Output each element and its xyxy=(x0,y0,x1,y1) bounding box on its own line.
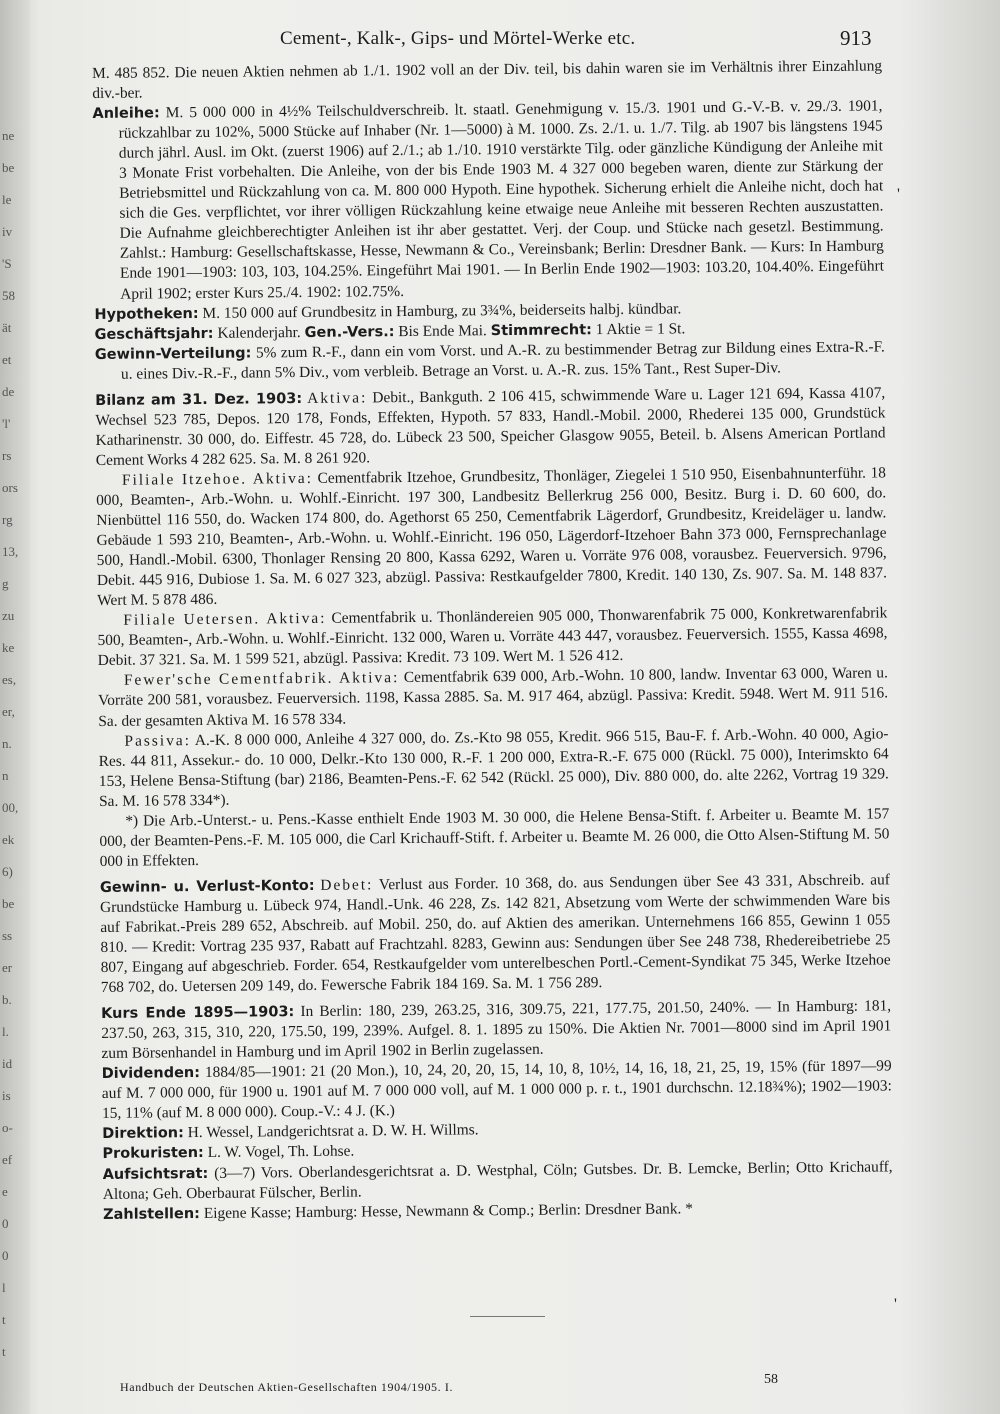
paragraph-text: Cementfabrik 639 000, Arb.-Wohn. 10 800, landw. Inventar 63 000, Waren u. Vorräte 200 581, vorausbez. Feuerversich. 1198, Kassa 2885. Sa. M. 917 464, abzügl. Passiva: Kredit. 5948. Wert M. 911 516. Sa. der gesamten Aktiva M. 16 578 334. xyxy=(98,664,889,730)
gutter-fragment: 'S xyxy=(2,256,12,271)
section-label: Direktion: xyxy=(102,1125,184,1143)
gutter-fragment: n. xyxy=(2,736,12,751)
paragraph-text: 5% zum R.-F., dann ein vom Vorst. und A.-R. zu bestimmender Betrag zur Bildung eines Extra-R.-F. u. eines Div.-R.-F., dann 5% Div., vom verbleib. Betrage an Vorst. u. A.-R. zus. 15% Tant., Rest Super-Div. xyxy=(120,338,885,383)
gutter-fragment: e xyxy=(2,1184,8,1199)
section-label: Prokuristen: xyxy=(102,1145,204,1163)
gutter-fragment: be xyxy=(2,896,15,911)
gutter-fragment: 'l' xyxy=(2,416,11,431)
footer-publication: Handbuch der Deutschen Aktien-Gesellschaften 1904/1905. I. xyxy=(120,1380,454,1394)
gutter-fragment: rg xyxy=(2,512,13,527)
paragraph xyxy=(92,97,884,305)
spaced-heading: Debet: xyxy=(320,876,374,894)
paragraph xyxy=(101,997,892,1065)
paragraph xyxy=(100,870,891,998)
gutter-fragment: er, xyxy=(2,704,15,719)
paragraph xyxy=(102,1057,893,1125)
paragraph-text: In Berlin: 180, 239, 263.25, 316, 309.75, 221, 177.75, 201.50, 240%. — In Hamburg: 181, 237.50, 263, 315, 310, 220, 175.50, 199, 239%. Aufgel. 8. 1. 1895 zu 150%. Die Aktien Nr. 7001—8000 sind im April 1901 zum Börsenhandel in Hamburg und im April 1902 in Berlin zugelassen. xyxy=(101,997,892,1063)
paragraph xyxy=(98,664,889,732)
gutter-fragment: l. xyxy=(2,1024,9,1039)
gutter-fragment: ke xyxy=(2,640,15,655)
spaced-heading: Aktiva: xyxy=(307,389,368,407)
margin-mark: ' xyxy=(894,1296,897,1313)
section-label: Aufsichtsrat: xyxy=(102,1165,209,1183)
gutter-fragment: ät xyxy=(2,320,12,335)
spaced-heading: Fewer'sche Cementfabrik. Aktiva: xyxy=(123,669,400,690)
paragraph-text: H. Wessel, Landgerichtsrat a. D. W. H. Willms. xyxy=(187,1121,479,1142)
gutter-fragment: 6) xyxy=(2,864,13,879)
paragraph-text: M. 150 000 auf Grundbesitz in Hamburg, zu 3¾%, beiderseits halbj. kündbar. xyxy=(202,299,682,322)
section-label: Anleihe: xyxy=(92,105,160,123)
paragraph-text: 1 Aktie = 1 St. xyxy=(595,319,686,338)
paragraph-text: M. 5 000 000 in 4½% Teilschuldverschreib. lt. staatl. Genehmigung v. 15./3. 1901 und G.-V.-B. v. 29./3. 1901, rückzahlbar zu 102%, 5000 Stücke auf Inhaber (Nr. 1—5000) à M. 1000. Zs. 2./1. u. 1./7. Tilg. ab 1907 bis längstens 1945 durch jährl. Ausl. im Okt. (zuerst 1906) auf 2./1.; ab 1./10. 1910 verstärkte Tilg. oder gänzliche Kündigung der Anleihe mit 3 Monate Frist vorbehalten. Die Anleihe, von der bis Ende 1903 M. 4 327 000 begeben waren, diente zur Stärkung der Betriebsmittel und Rückzahlung von ca. M. 800 000 Hypoth. Eine hypothek. Sicherung erhielt die Anleihe nicht, doch hat sich die Ges. verpflichtet, vor ihrer völligen Rückzahlung keine etwaige neue Anleihe mit besseren Rechten auszustatten. Die Aufnahme gleichberechtigter Anleihen ist ihr aber gestattet. Verj. der Coup. und Stücke nach gesetzl. Bestimmung. Zahlst.: Hamburg: Gesellschaftskasse, Hesse, Newmann & Co., Vereinsbank; Berlin: Dresdner Bank. — Kurs: In Hamburg Ende 1901—1903: 103, 103, 104.25%. Eingeführt Mai 1901. — In Berlin Ende 1902—1903: 103.20, 104.40%. Eingeführt April 1902; erster Kurs 25./4. 1902: 102.75%. xyxy=(118,97,885,303)
gutter-fragment: er xyxy=(2,960,13,975)
gutter-fragment: n xyxy=(2,768,9,783)
paragraph xyxy=(97,604,888,672)
gutter-fragment: b. xyxy=(2,992,12,1007)
gutter-fragment: 13, xyxy=(2,544,19,559)
gutter-fragment: 00, xyxy=(2,800,19,815)
gutter-fragment: 58 xyxy=(2,288,15,303)
paragraph-text: (3—7) Vors. Oberlandesgerichtsrat a. D. Westphal, Cöln; Gutsbes. Dr. B. Lemcke, Berlin; Otto Krichauff, Altona; Geh. Oberbaurat Fülscher, Berlin. xyxy=(102,1157,893,1203)
gutter-fragment: es, xyxy=(2,672,17,687)
paragraph-text: *) Die Arb.-Unterst.- u. Pens.-Kasse enthielt Ende 1903 M. 30 000, die Helene Bensa-Stift. f. Arbeiter u. Beamte M. 157 000, der Beamten-Pens.-F. M. 105 000, die Carl Krichauff-Stift. f. Arbeiter u. Beamte M. 26 000, die Otto Alsen-Stiftung M. 50 000 in Effekten. xyxy=(99,805,890,870)
spaced-heading: Filiale Uetersen. Aktiva: xyxy=(123,610,327,629)
section-label: Zahlstellen: xyxy=(102,1205,201,1223)
gutter-fragment: ors xyxy=(2,480,18,495)
gutter-fragment: ss xyxy=(2,928,13,943)
section-label: Stimmrecht: xyxy=(490,321,592,339)
gutter-fragment: zu xyxy=(2,608,15,623)
gutter-fragment: o- xyxy=(2,1120,13,1135)
gutter-fragment: t xyxy=(2,1344,6,1359)
gutter-fragment: ek xyxy=(2,832,15,847)
paragraph-text: Kalenderjahr. xyxy=(217,323,301,342)
gutter-fragment: rs xyxy=(2,448,12,463)
paragraph xyxy=(98,724,889,812)
paragraph-text: Debit., Bankguth. 2 106 415, schwimmende Ware u. Lager 121 694, Kassa 4107, Wechsel 523 785, Depos. 120 178, Fonds, Effekten, Hypoth. 57 833, Handl.-Mobil. 2000, Rhederei 135 000, Grundstück Katharinenstr. 30 000, do. Eiffestr. 45 728, do. Lübeck 23 500, Speicher Glasgow 9055, Beteil. b. Alsens American Portland Cement Works 4 282 625. Sa. M. 8 261 920. xyxy=(95,384,886,469)
gutter-fragment: t xyxy=(2,1312,6,1327)
paragraph xyxy=(99,804,890,872)
section-label: Dividenden: xyxy=(101,1065,201,1083)
paragraph-text: M. 485 852. Die neuen Aktien nehmen ab 1./1. 1902 voll an der Div. teil, bis dahin waren sie im Verhältnis ihrer Einzahlung div.-ber. xyxy=(92,57,883,103)
gutter-fragment: ne xyxy=(2,128,15,143)
section-label: Gewinn- u. Verlust-Konto: xyxy=(99,877,315,896)
section-label: Kurs Ende 1895—1903: xyxy=(101,1004,295,1023)
spaced-heading: Passiva: xyxy=(124,731,192,750)
paragraph-text: Eigene Kasse; Hamburg: Hesse, Newmann & Comp.; Berlin: Dresdner Bank. * xyxy=(203,1199,693,1222)
gutter-fragment: iv xyxy=(2,224,13,239)
paragraph-text: Verlust aus Forder. 10 368, do. aus Sendungen über See 43 331, Abschreib. auf Grundstücke Hamburg u. Lübeck 974, Handl.-Unk. 46 228, Zs. 142 821, Absetzung vom Werte der schwimmenden Ware bis auf Fabrikat.-Preis 289 652, Abschreib. auf Mobil. 250, do. auf Aktien des amerikan. Unternehmens 166 855, Gewinn 1 055 810. — Kredit: Vortrag 235 937, Rabatt auf Frachtzahl. 8283, Gewinn aus: Sendungen über See 248 738, Rhedereibetriebe 25 807, Eingang auf abgeschrieb. Forder. 654, Restkaufgelder vom unterelbeschen Portl.-Cement-Syndikat 75 345, Werke Itzehoe 768 702, do. Uetersen 209 149, do. Fewersche Fabrik 184 169. Sa. M. 1 756 289. xyxy=(100,871,891,997)
margin-mark: ' xyxy=(897,186,900,203)
section-label: Gewinn-Verteilung: xyxy=(94,345,252,363)
section-label: Bilanz am 31. Dez. 1903: xyxy=(95,390,303,409)
section-label: Gen.-Vers.: xyxy=(304,323,395,341)
section-label: Hypotheken: xyxy=(94,305,199,323)
gutter-fragment: le xyxy=(2,192,12,207)
paragraph-text: A.-K. 8 000 000, Anleihe 4 327 000, do. Zs.-Kto 98 055, Kredit. 966 515, Bau-F. f. Arb.-Wohn. 40 000, Agio-Res. 44 811, Assekur.- do. 10 000, Delkr.-Kto 130 000, R.-F. 1 200 000, Extra-R.-F. 675 000 (Rückl. 75 000), Interimskto 64 153, Helene Bensa-Stiftung (bar) 2186, Beamten-Pens.-F. 62 542 (Rückl. 25 000), Div. 880 000, do. alte 2262, Vortrag 19 329. Sa. M. 16 578 334*). xyxy=(98,724,889,810)
gutter-fragment: ef xyxy=(2,1152,13,1167)
paragraph-text: Cementfabrik u. Thonländereien 905 000, Thonwarenfabrik 75 000, Konkretwarenfabrik 500, Beamten-, Arb.-Wohn. u. Wohlf.-Einricht. 132 000, Waren u. Vorräte 443 447, vorausbez. Feuerversich. 1555, Kassa 4698, Debit. 37 321. Sa. M. 1 599 521, abzügl. Passiva: Kredit. 73 109. Wert M. 1 526 412. xyxy=(97,604,888,670)
paragraph xyxy=(95,383,886,471)
spaced-heading: Filiale Itzehoe. Aktiva: xyxy=(121,469,314,489)
footer-signature: 58 xyxy=(764,1372,778,1387)
gutter-fragment: l xyxy=(2,1280,6,1295)
page-number: 913 xyxy=(840,26,872,50)
footer-divider xyxy=(470,1316,545,1317)
gutter-fragment: id xyxy=(2,1056,13,1071)
gutter-fragment: de xyxy=(2,384,15,399)
section-label: Geschäftsjahr: xyxy=(94,325,214,343)
paragraph xyxy=(96,463,887,611)
gutter-fragment: is xyxy=(2,1088,11,1103)
running-head: Cement-, Kalk-, Gips- und Mörtel-Werke etc. xyxy=(280,28,636,49)
paragraph-text: Bis Ende Mai. xyxy=(398,321,487,340)
gutter-fragment: be xyxy=(2,160,15,175)
paragraph xyxy=(95,337,885,385)
gutter-fragment: et xyxy=(2,352,12,367)
paragraph-text: Cementfabrik Itzehoe, Grundbesitz, Thonläger, Ziegelei 1 510 950, Eisenbahnunterführ. 18 000, Beamten-, Arb.-Wohn. u. Wohlf.-Einricht. 197 300, Landbesitz Bellerkrug 256 000, Besitz. Burg i. D. 60 600, do. Nienbüttel 116 550, do. Wacken 174 800, do. Agethorst 65 250, Cementfabrik Lägerdorf, Grundbesitz, Kreideläger u. landw. Gebäude 1 593 210, Beamten-, Arb.-Wohn. u. Wohlf.-Einricht. 196 050, Lägerdorf-Itzehoer Bahn 373 000, Fernsprechanlage 500, Handl.-Mobil. 6300, Thonlager Rensing 20 800, Kassa 6292, Waren u. Vorräte 976 008, vorausbez. Feuerversich. 9796, Debit. 445 916, Dubiose 1. Sa. M. 6 027 323, abzügl. Passiva: Restkaufgelder 7800, Kredit. 140 130, Zs. 907. Sa. M. 148 837. Wert M. 5 878 486. xyxy=(96,464,888,610)
paragraph-text: 1884/85—1901: 21 (20 Mon.), 10, 24, 20, 20, 15, 14, 10, 8, 10½, 14, 16, 18, 21, 25, 19, 15% (für 1897—99 auf M. 7 000 000, für 1900 u. 1901 auf M. 7 000 000 voll, auf M. 1 000 000 p. r. t., 1901 durchschn. 12.18¾%); 1902—1903: 15, 11% (auf M. 8 000 000). Coup.-V.: 4 J. (K.) xyxy=(101,1057,892,1123)
paragraph-text: L. W. Vogel, Th. Lohse. xyxy=(207,1143,355,1162)
page-body xyxy=(92,56,893,1224)
gutter-fragment: 0 xyxy=(2,1248,9,1263)
gutter-fragment: g xyxy=(2,576,9,591)
gutter-fragment: 0 xyxy=(2,1216,9,1231)
left-gutter xyxy=(0,0,30,1414)
